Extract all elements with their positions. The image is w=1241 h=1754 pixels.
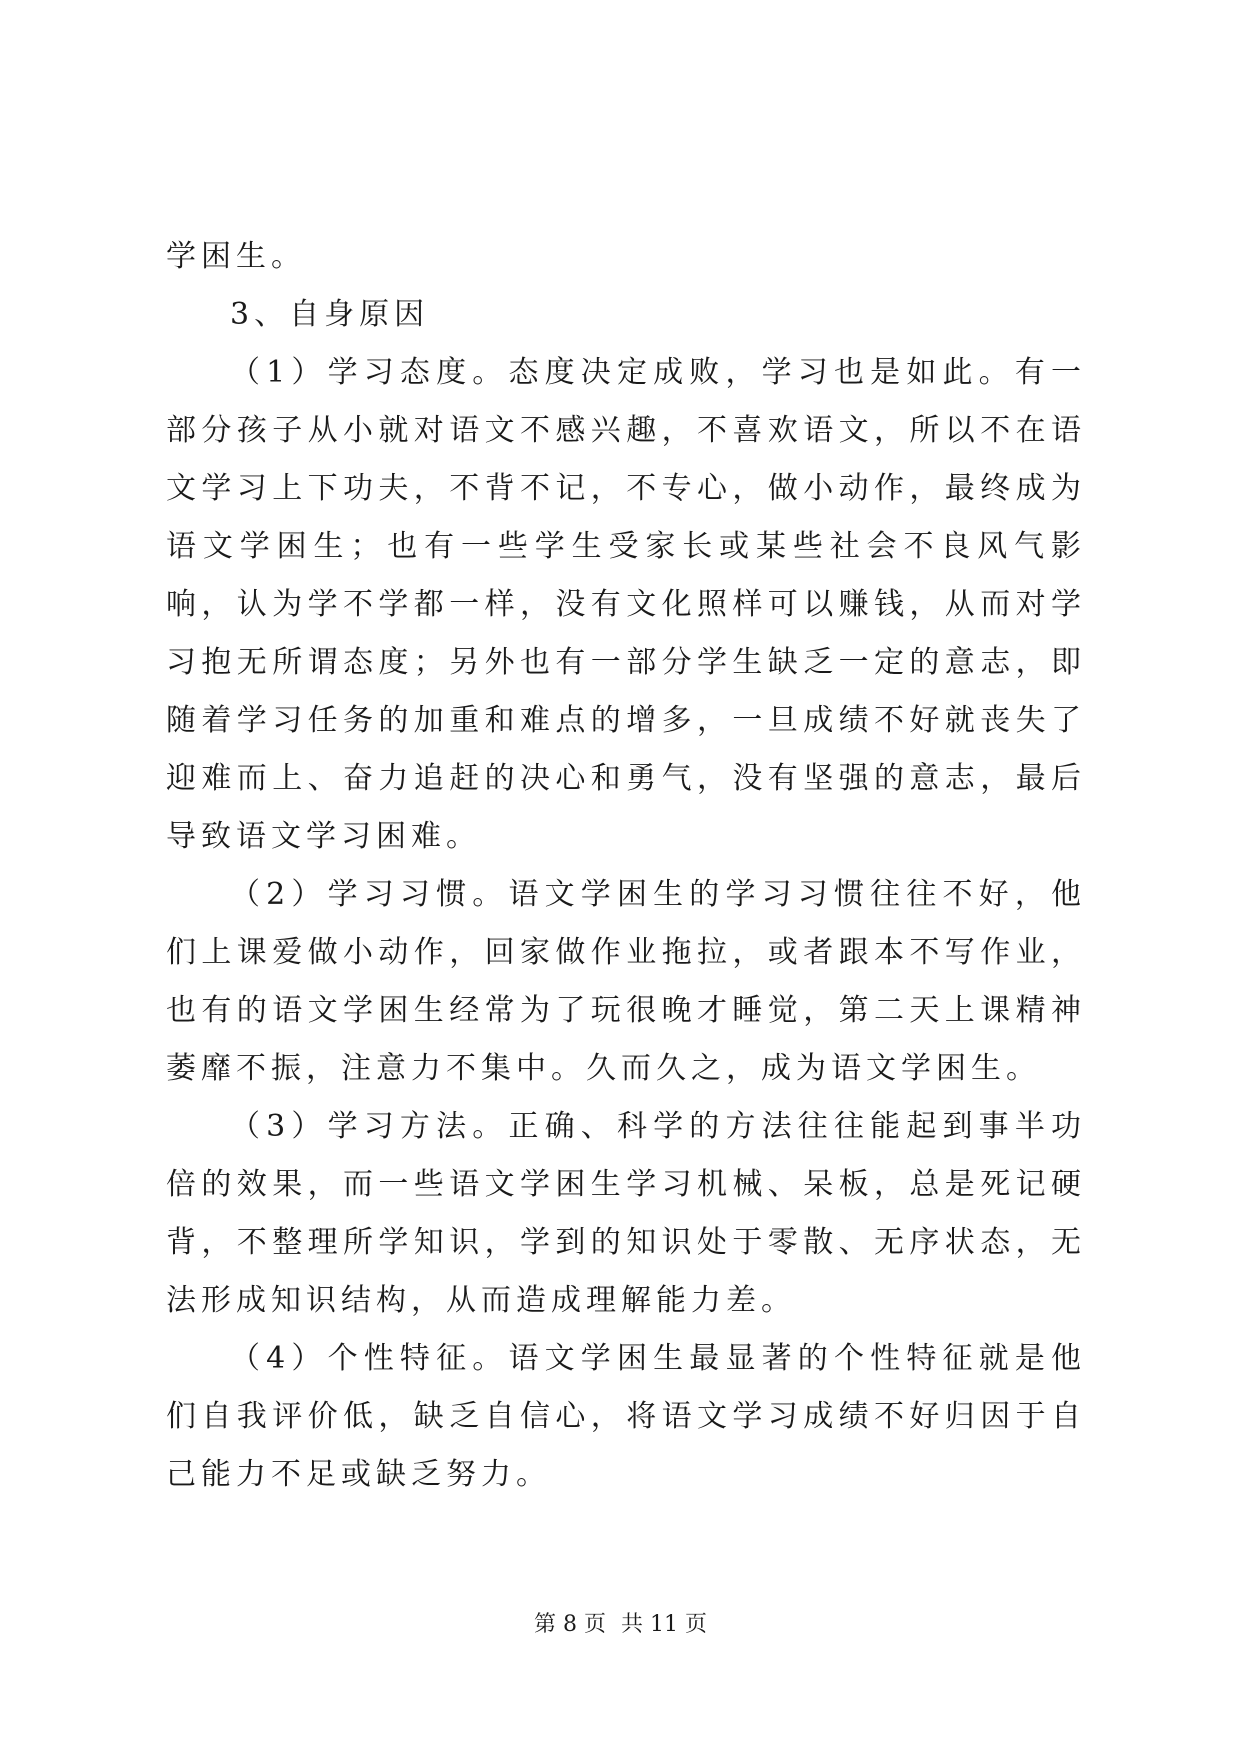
paragraph-continuation: 学困生。: [166, 239, 306, 274]
document-body: [166, 228, 1086, 1504]
paragraph-learning-methods: （3）学习方法。正确、科学的方法往往能起到事半功倍的效果，而一些语文学困生学习机械、呆板，总是死记硬背，不整理所学知识，学到的知识处于零散、无序状态，无法形成知识结构，从而造成理解能力差。: [166, 1109, 1086, 1318]
paragraph-learning-habits: （2）学习习惯。语文学困生的学习习惯往往不好，他们上课爱做小动作，回家做作业拖拉，或者跟本不写作业，也有的语文学困生经常为了玩很晚才睡觉，第二天上课精神萎靡不振，注意力不集中。久而久之，成为语文学困生。: [166, 877, 1086, 1086]
paragraph-learning-attitude: （1）学习态度。态度决定成败，学习也是如此。有一部分孩子从小就对语文不感兴趣，不喜欢语文，所以不在语文学习上下功夫，不背不记，不专心，做小动作，最终成为语文学困生；也有一些学生受家长或某些社会不良风气影响，认为学不学都一样，没有文化照样可以赚钱，从而对学习抱无所谓态度；另外也有一部分学生缺乏一定的意志，即随着学习任务的加重和难点的增多，一旦成绩不好就丧失了迎难而上、奋力追赶的决心和勇气，没有坚强的意志，最后导致语文学习困难。: [166, 355, 1086, 854]
page-total: 共 11 页: [621, 1612, 707, 1637]
page-footer: [0, 1610, 1241, 1640]
page-number: 第 8 页: [534, 1612, 606, 1637]
paragraph-personality: （4）个性特征。语文学困生最显著的个性特征就是他们自我评价低，缺乏自信心，将语文学习成绩不好归因于自己能力不足或缺乏努力。: [166, 1341, 1086, 1492]
section-heading: 3、自身原因: [230, 297, 430, 332]
